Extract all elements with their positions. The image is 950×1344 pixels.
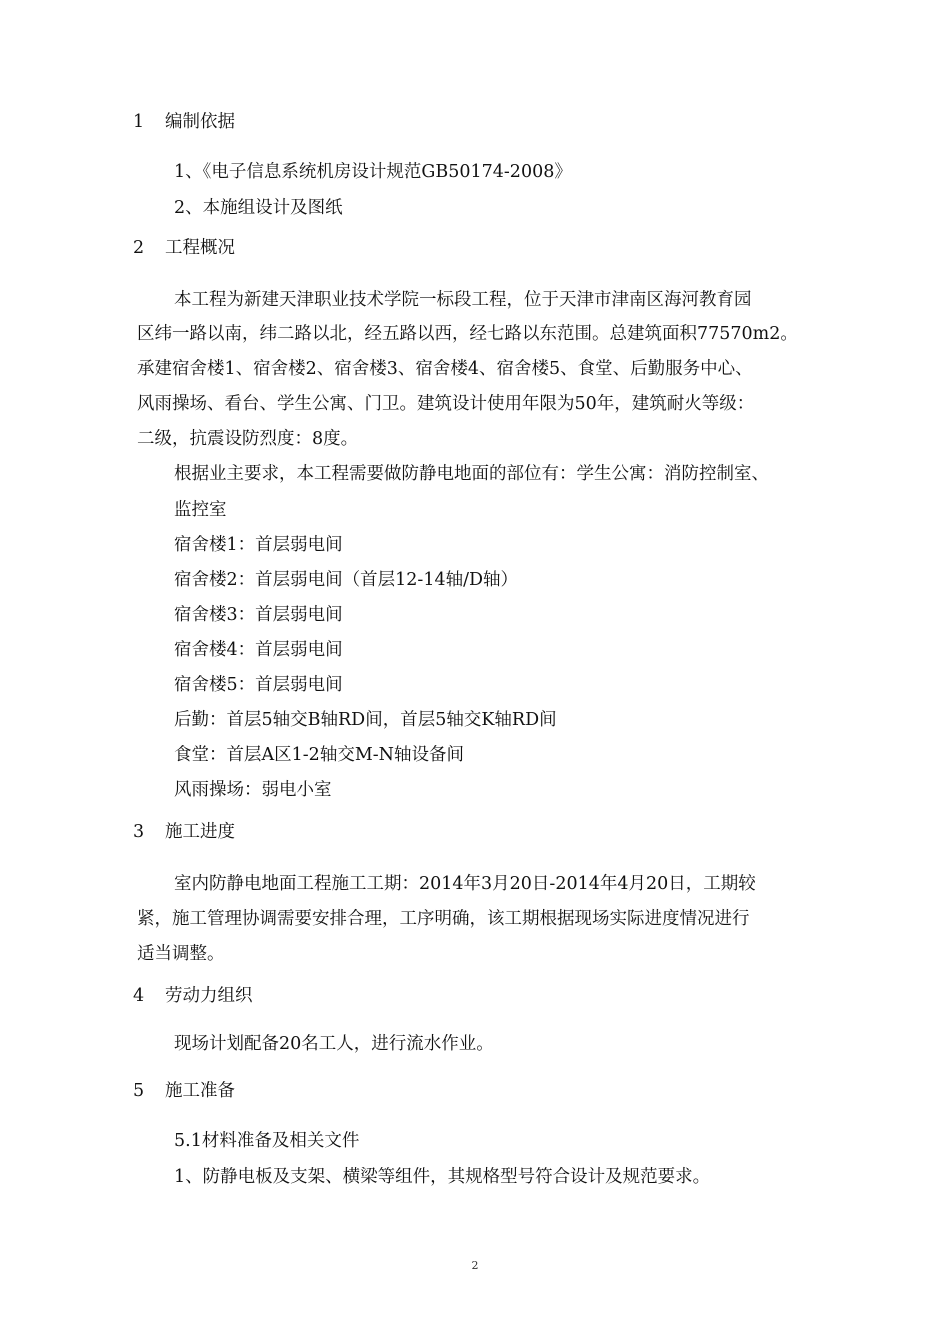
page-number: 2: [471, 1259, 479, 1272]
section-heading-3: [133, 820, 235, 844]
paragraph-line: 本工程为新建天津职业技术学院一标段工程，位于天津市津南区海河教育园: [174, 290, 752, 310]
list-item: 宿舍楼5：首层弱电间: [174, 675, 343, 695]
list-item: 根据业主要求，本工程需要做防静电地面的部位有：学生公寓：消防控制室、: [174, 464, 769, 484]
paragraph-line: 区纬一路以南，纬二路以北，经五路以西，经七路以东范围。总建筑面积77570m2。: [137, 324, 798, 344]
paragraph-line: 现场计划配备20名工人，进行流水作业。: [174, 1034, 494, 1054]
section-title: 工程概况: [165, 238, 235, 258]
paragraph-line: 室内防静电地面工程施工工期：2014年3月20日-2014年4月20日，工期较: [174, 874, 756, 894]
section-title: 施工进度: [165, 822, 235, 842]
list-item: 监控室: [174, 500, 227, 520]
paragraph-line: 二级，抗震设防烈度：8度。: [137, 429, 359, 449]
list-item: 宿舍楼2：首层弱电间（首层12-14轴/D轴）: [174, 570, 519, 590]
section-heading-1: [133, 110, 235, 134]
section-heading-2: [133, 236, 235, 260]
section-number: 3: [133, 822, 145, 842]
paragraph-line: 风雨操场、看台、学生公寓、门卫。建筑设计使用年限为50年，建筑耐火等级：: [137, 394, 755, 414]
reference-item: 1、《电子信息系统机房设计规范GB50174-2008》: [174, 162, 572, 182]
section-number: 2: [133, 238, 145, 258]
list-item: 风雨操场：弱电小室: [174, 780, 332, 800]
section-title: 施工准备: [165, 1081, 235, 1101]
section-number: 5: [133, 1081, 145, 1101]
reference-item: 2、本施组设计及图纸: [174, 198, 343, 218]
list-item: 宿舍楼4：首层弱电间: [174, 640, 343, 660]
section-title: 编制依据: [165, 112, 235, 132]
section-title: 劳动力组织: [165, 986, 253, 1006]
paragraph-line: 承建宿舍楼1、宿舍楼2、宿舍楼3、宿舍楼4、宿舍楼5、食堂、后勤服务中心、: [137, 359, 753, 379]
list-item: 后勤：首层5轴交B轴RD间，首层5轴交K轴RD间: [174, 710, 557, 730]
section-number: 4: [133, 986, 145, 1006]
list-item: 1、防静电板及支架、横梁等组件，其规格型号符合设计及规范要求。: [174, 1167, 711, 1187]
section-number: 1: [133, 112, 145, 132]
paragraph-line: 适当调整。: [137, 944, 225, 964]
paragraph-line: 紧，施工管理协调需要安排合理，工序明确，该工期根据现场实际进度情况进行: [137, 909, 750, 929]
section-heading-5: [133, 1079, 235, 1103]
list-item: 食堂：首层A区1-2轴交M-N轴设备间: [174, 745, 464, 765]
subsection-heading: 5.1材料准备及相关文件: [174, 1131, 360, 1151]
list-item: 宿舍楼3：首层弱电间: [174, 605, 343, 625]
list-item: 宿舍楼1：首层弱电间: [174, 535, 343, 555]
section-heading-4: [133, 984, 253, 1008]
